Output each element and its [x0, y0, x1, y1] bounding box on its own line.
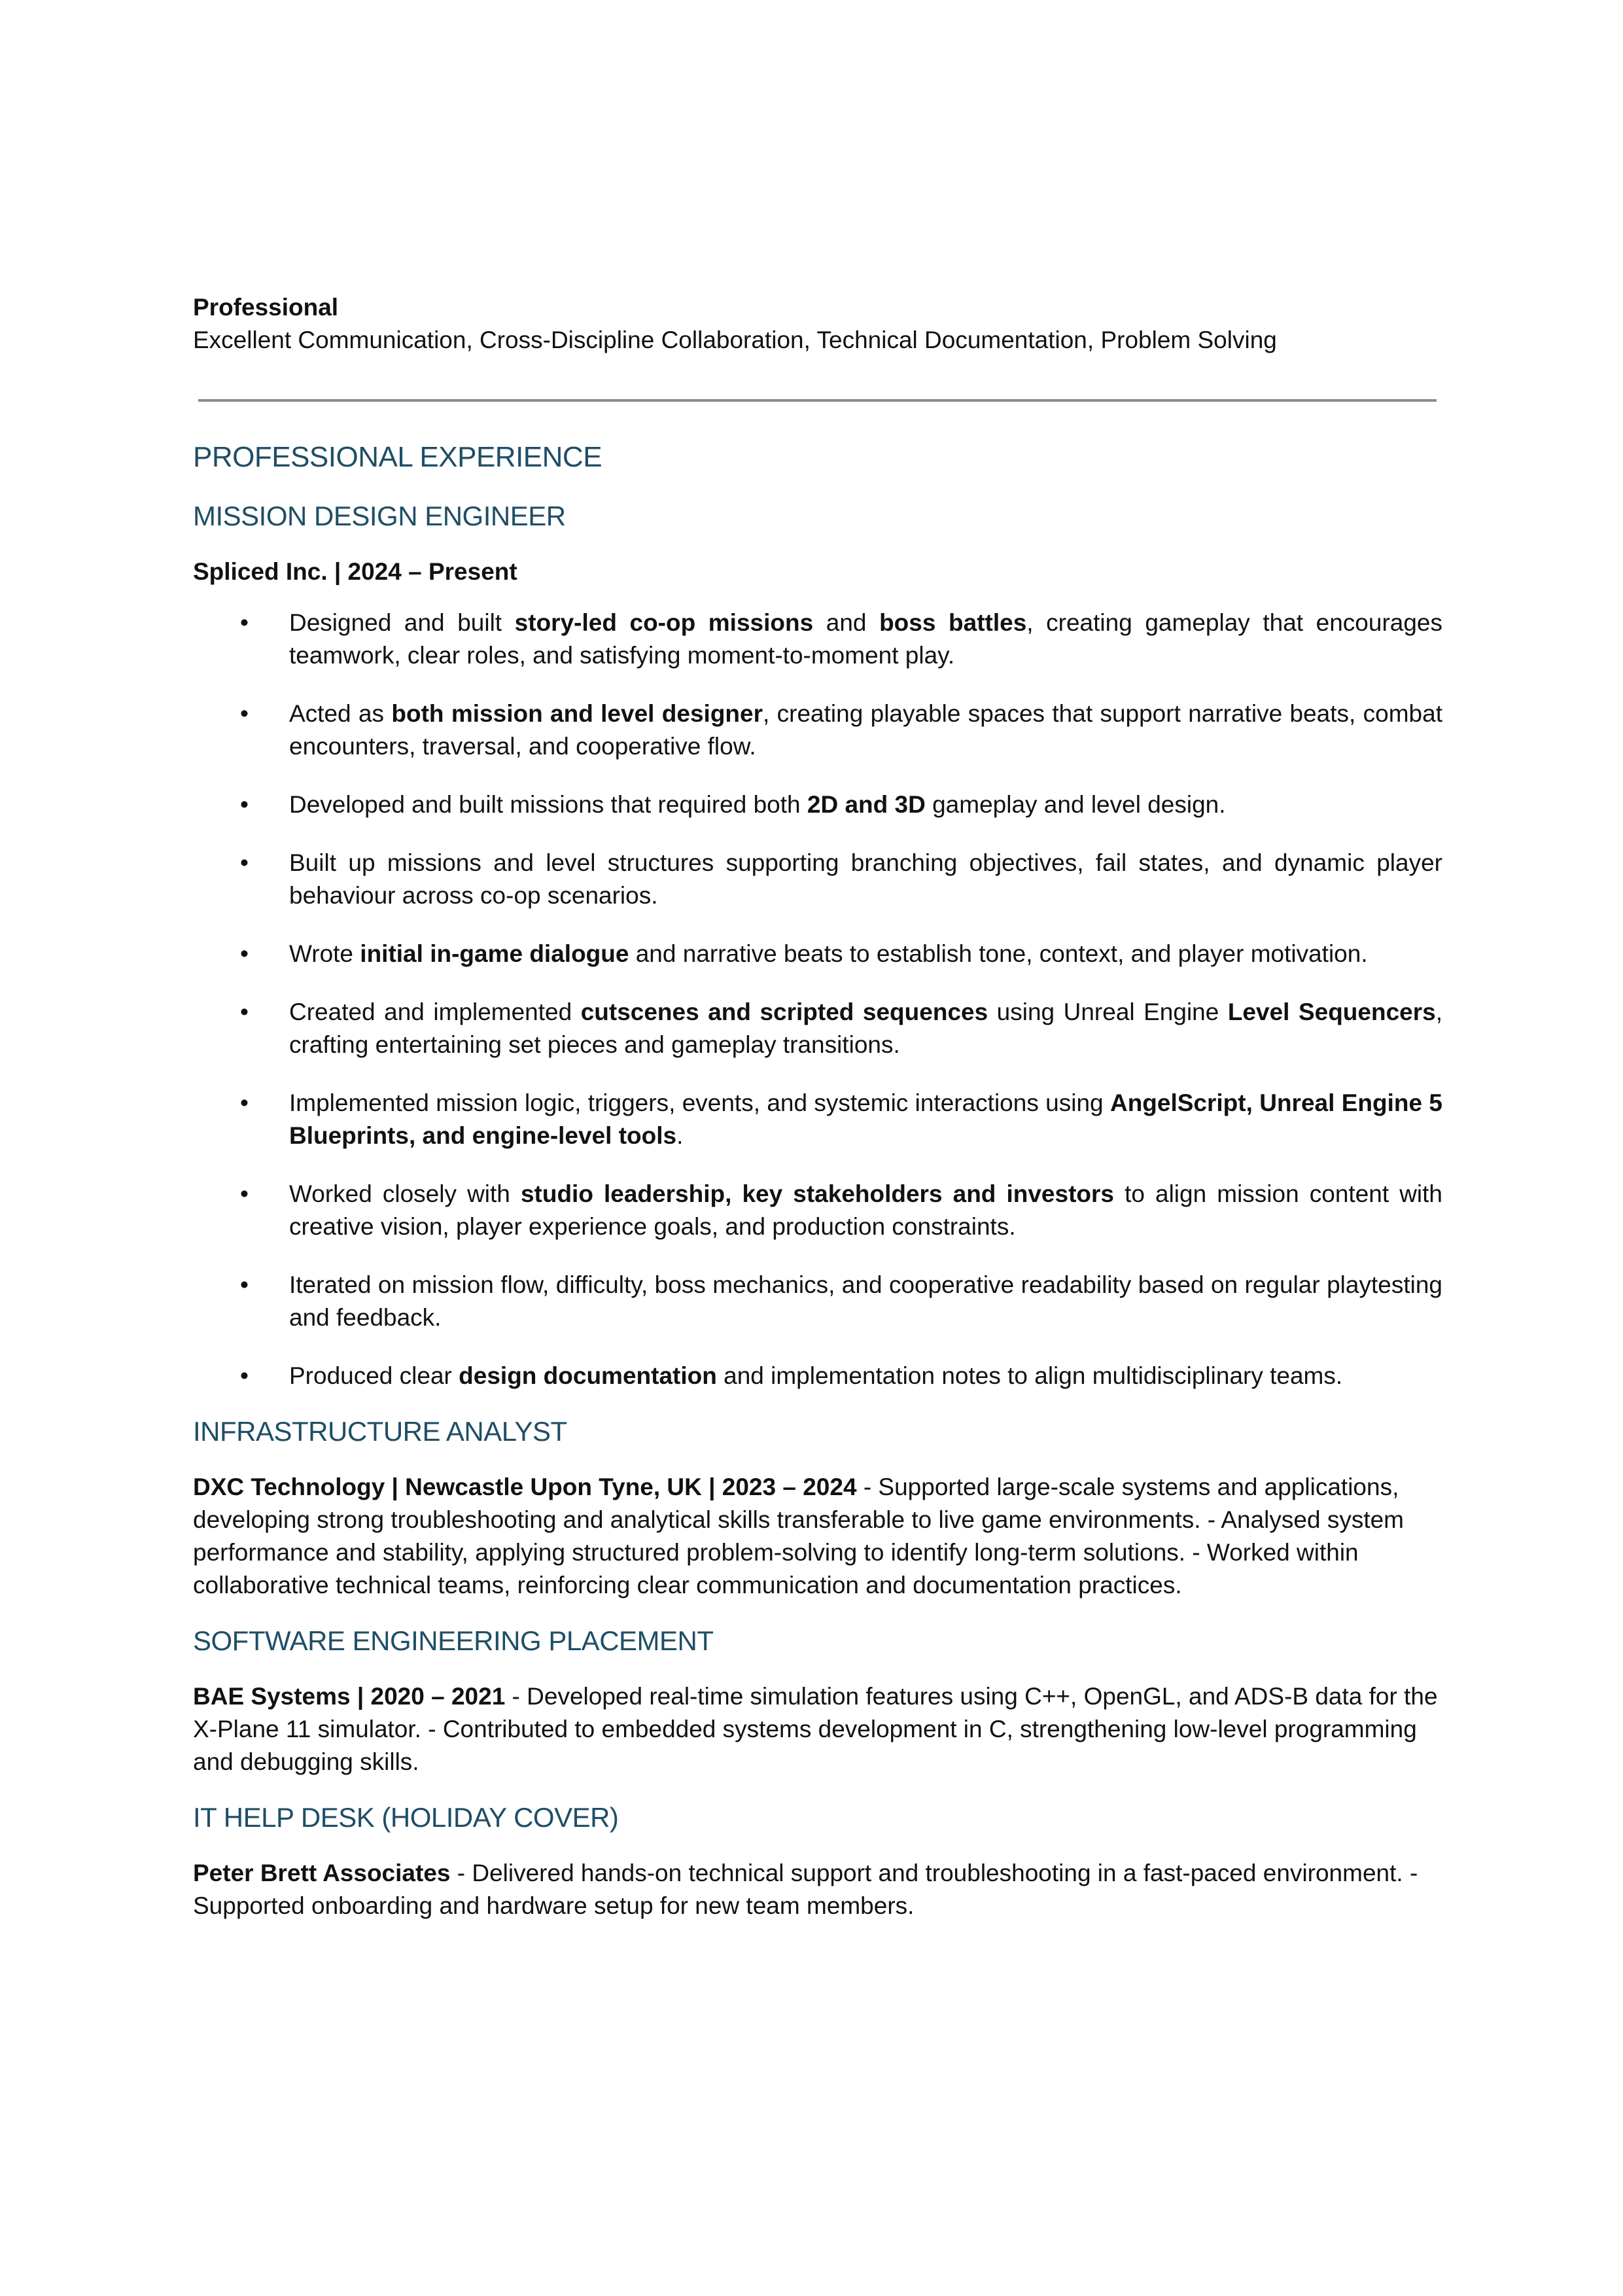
job-title: INFRASTRUCTURE ANALYST: [193, 1416, 567, 1447]
section-title-experience: PROFESSIONAL EXPERIENCE: [193, 441, 602, 473]
bullet-icon: •: [240, 1089, 249, 1116]
job-title: SOFTWARE ENGINEERING PLACEMENT: [193, 1625, 714, 1656]
bullet-icon: •: [240, 940, 249, 967]
bullet-text: Iterated on mission flow, difficulty, boss mechanics, and cooperative readability based on regular playtesting and feedback.: [289, 1271, 1442, 1331]
bullet-text: and: [813, 609, 880, 636]
bullet-icon: •: [240, 1362, 249, 1389]
job-bullet-item: [193, 698, 1442, 763]
bullet-icon: •: [240, 1180, 249, 1207]
job-meta: Peter Brett Associates: [193, 1860, 451, 1886]
bullet-text: .: [676, 1122, 684, 1149]
bullet-text: Designed and built: [289, 609, 515, 636]
bullet-icon: •: [240, 849, 249, 876]
bullet-bold-text: 2D and 3D: [807, 791, 926, 818]
bullet-icon: •: [240, 1271, 249, 1298]
skills-heading: Professional: [193, 294, 339, 321]
job-bullet-item: [193, 996, 1442, 1061]
bullet-bold-text: design documentation: [459, 1362, 717, 1389]
job-description: [193, 1680, 1442, 1778]
bullet-text: , crafting entertaining set pieces and gameplay transitions.: [289, 998, 1442, 1058]
bullet-icon: •: [240, 609, 249, 636]
job-bullet-item: [193, 1178, 1442, 1243]
bullet-bold-text: story-led co-op missions: [514, 609, 814, 636]
job-bullet-list: [193, 607, 1442, 1392]
bullet-bold-text: initial in-game dialogue: [360, 940, 629, 967]
resume-page: [193, 291, 1442, 1922]
section-divider: [198, 399, 1437, 402]
job-description: [193, 1471, 1442, 1602]
job-description-text: - Supported large-scale systems and applications, developing strong troubleshooting and analytical skills transferable to live game environments. - Analysed system performance and stability, applying structured problem-solving to identify long-term solutions. - Worked within collaborative technical teams, reinforcing clear communication and documentation practices.: [193, 1474, 1404, 1598]
bullet-text: Created and implemented: [289, 998, 581, 1025]
job-bullet-item: [193, 1087, 1442, 1152]
job-description-text: - Developed real-time simulation features using C++, OpenGL, and ADS-B data for the X-Plane 11 simulator. - Contributed to embedded systems development in C, strengthening low-level programming and debugging skills.: [193, 1683, 1438, 1775]
job-bullet-item: [193, 1360, 1442, 1392]
bullet-bold-text: Level Sequencers: [1227, 998, 1436, 1025]
bullet-text: , creating playable spaces that support narrative beats, combat encounters, traversal, and cooperative flow.: [289, 700, 1442, 760]
bullet-text: Implemented mission logic, triggers, events, and systemic interactions using: [289, 1089, 1110, 1116]
bullet-bold-text: AngelScript, Unreal Engine 5 Blueprints, and engine-level tools: [289, 1089, 1442, 1149]
bullet-text: and implementation notes to align multidisciplinary teams.: [716, 1362, 1343, 1389]
job-title: MISSION DESIGN ENGINEER: [193, 501, 566, 531]
bullet-text: using Unreal Engine: [988, 998, 1228, 1025]
job-bullet-item: [193, 1269, 1442, 1334]
bullet-text: Worked closely with: [289, 1180, 521, 1207]
bullet-text: Developed and built missions that required both: [289, 791, 807, 818]
job-bullet-item: [193, 607, 1442, 672]
job-meta: BAE Systems | 2020 – 2021: [193, 1683, 506, 1710]
job-bullet-item: [193, 788, 1442, 821]
bullet-text: and narrative beats to establish tone, context, and player motivation.: [629, 940, 1368, 967]
job-meta: DXC Technology | Newcastle Upon Tyne, UK | 2023 – 2024: [193, 1474, 857, 1500]
bullet-text: Wrote: [289, 940, 360, 967]
bullet-icon: •: [240, 700, 249, 727]
bullet-icon: •: [240, 791, 249, 818]
bullet-text: gameplay and level design.: [925, 791, 1226, 818]
bullet-text: Produced clear: [289, 1362, 459, 1389]
bullet-bold-text: boss battles: [879, 609, 1027, 636]
bullet-text: , creating gameplay that encourages teamwork, clear roles, and satisfying moment-to-moment play.: [289, 609, 1443, 669]
job-meta: Spliced Inc. | 2024 – Present: [193, 558, 517, 585]
bullet-text: to align mission content with creative vision, player experience goals, and production constraints.: [289, 1180, 1443, 1240]
bullet-icon: •: [240, 998, 249, 1025]
bullet-text: Acted as: [289, 700, 392, 727]
job-bullet-item: [193, 938, 1442, 970]
bullet-bold-text: both mission and level designer: [391, 700, 763, 727]
job-bullet-item: [193, 847, 1442, 912]
skills-list: Excellent Communication, Cross-Discipline Collaboration, Technical Documentation, Problem Solving: [193, 327, 1277, 353]
bullet-bold-text: cutscenes and scripted sequences: [580, 998, 988, 1025]
job-description-text: - Delivered hands-on technical support and troubleshooting in a fast-paced environment. - Supported onboarding and hardware setup for new team members.: [193, 1860, 1418, 1919]
bullet-bold-text: studio leadership, key stakeholders and investors: [520, 1180, 1114, 1207]
bullet-text: Built up missions and level structures supporting branching objectives, fail states, and dynamic player behaviour across co-op scenarios.: [289, 849, 1442, 909]
job-title: IT HELP DESK (HOLIDAY COVER): [193, 1802, 619, 1833]
job-description: [193, 1857, 1442, 1922]
